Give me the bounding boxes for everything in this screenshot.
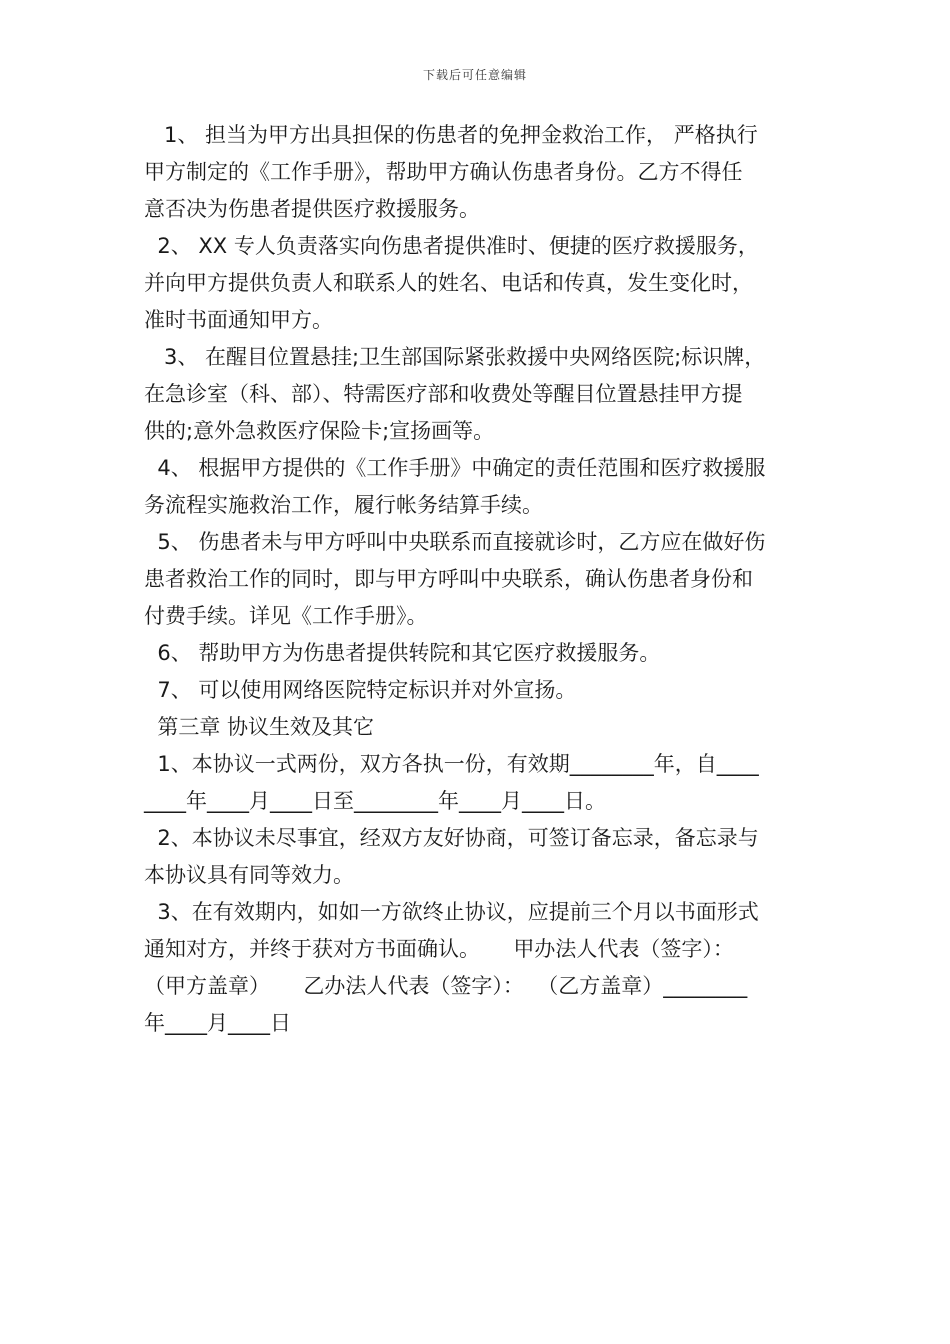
paragraph-line: 并向甲方提供负责人和联系人的姓名、电话和传真，发生变化时， [144, 271, 753, 295]
paragraph-line: 供的;意外急救医疗保险卡;宣扬画等。 [144, 419, 495, 443]
signature-line: 通知对方，并终于获对方书面确认。 甲办法人代表（签字）： [144, 937, 734, 961]
paragraph-line: 1、本协议一式两份，双方各执一份，有效期________年，自____ [144, 752, 759, 776]
paragraph-line: ____年____月____日至________年____月____日。 [144, 789, 606, 813]
paragraph-line: 6、 帮助甲方为伤患者提供转院和其它医疗救援服务。 [144, 641, 661, 665]
paragraph-line: 患者救治工作的同时，即与甲方呼叫中央联系，确认伤患者身份和 [144, 567, 753, 591]
paragraph-line: 3、在有效期内，如如一方欲终止协议，应提前三个月以书面形式 [144, 900, 759, 924]
paragraph-line: 3、 在醒目位置悬挂;卫生部国际紧张救援中央网络医院;标识牌， [144, 345, 766, 369]
date-line: 年____月____日 [144, 1011, 291, 1035]
page-header: 下载后可任意编辑 [422, 68, 527, 82]
paragraph-line: 7、 可以使用网络医院特定标识并对外宣扬。 [144, 678, 577, 702]
paragraph-line: 4、 根据甲方提供的《工作手册》中确定的责任范围和医疗救援服 [144, 456, 766, 480]
paragraph-line: 2、 XX 专人负责落实向伤患者提供准时、便捷的医疗救援服务， [144, 234, 759, 258]
paragraph-line: 5、 伤患者未与甲方呼叫中央联系而直接就诊时，乙方应在做好伤 [144, 530, 766, 554]
paragraph-line: 付费手续。详见《工作手册》。 [144, 604, 428, 628]
paragraph-line: 本协议具有同等效力。 [144, 863, 354, 887]
paragraph-line: 2、本协议未尽事宜，经双方友好协商，可签订备忘录，备忘录与 [144, 826, 759, 850]
paragraph-line: 准时书面通知甲方。 [144, 308, 333, 332]
document-body [144, 117, 808, 1042]
signature-line: （甲方盖章） 乙办法人代表（签字）： （乙方盖章）________ [144, 974, 748, 998]
paragraph-line: 甲方制定的《工作手册》，帮助甲方确认伤患者身份。乙方不得任 [144, 160, 743, 184]
paragraph-line: 意否决为伤患者提供医疗救援服务。 [144, 197, 480, 221]
paragraph-line: 务流程实施救治工作，履行帐务结算手续。 [144, 493, 543, 517]
paragraph-line: 在急诊室（科、部）、特需医疗部和收费处等醒目位置悬挂甲方提 [144, 382, 743, 406]
chapter-heading: 第三章 协议生效及其它 [144, 715, 375, 739]
paragraph-line: 1、 担当为甲方出具担保的伤患者的免押金救治工作， 严格执行 [144, 123, 758, 147]
